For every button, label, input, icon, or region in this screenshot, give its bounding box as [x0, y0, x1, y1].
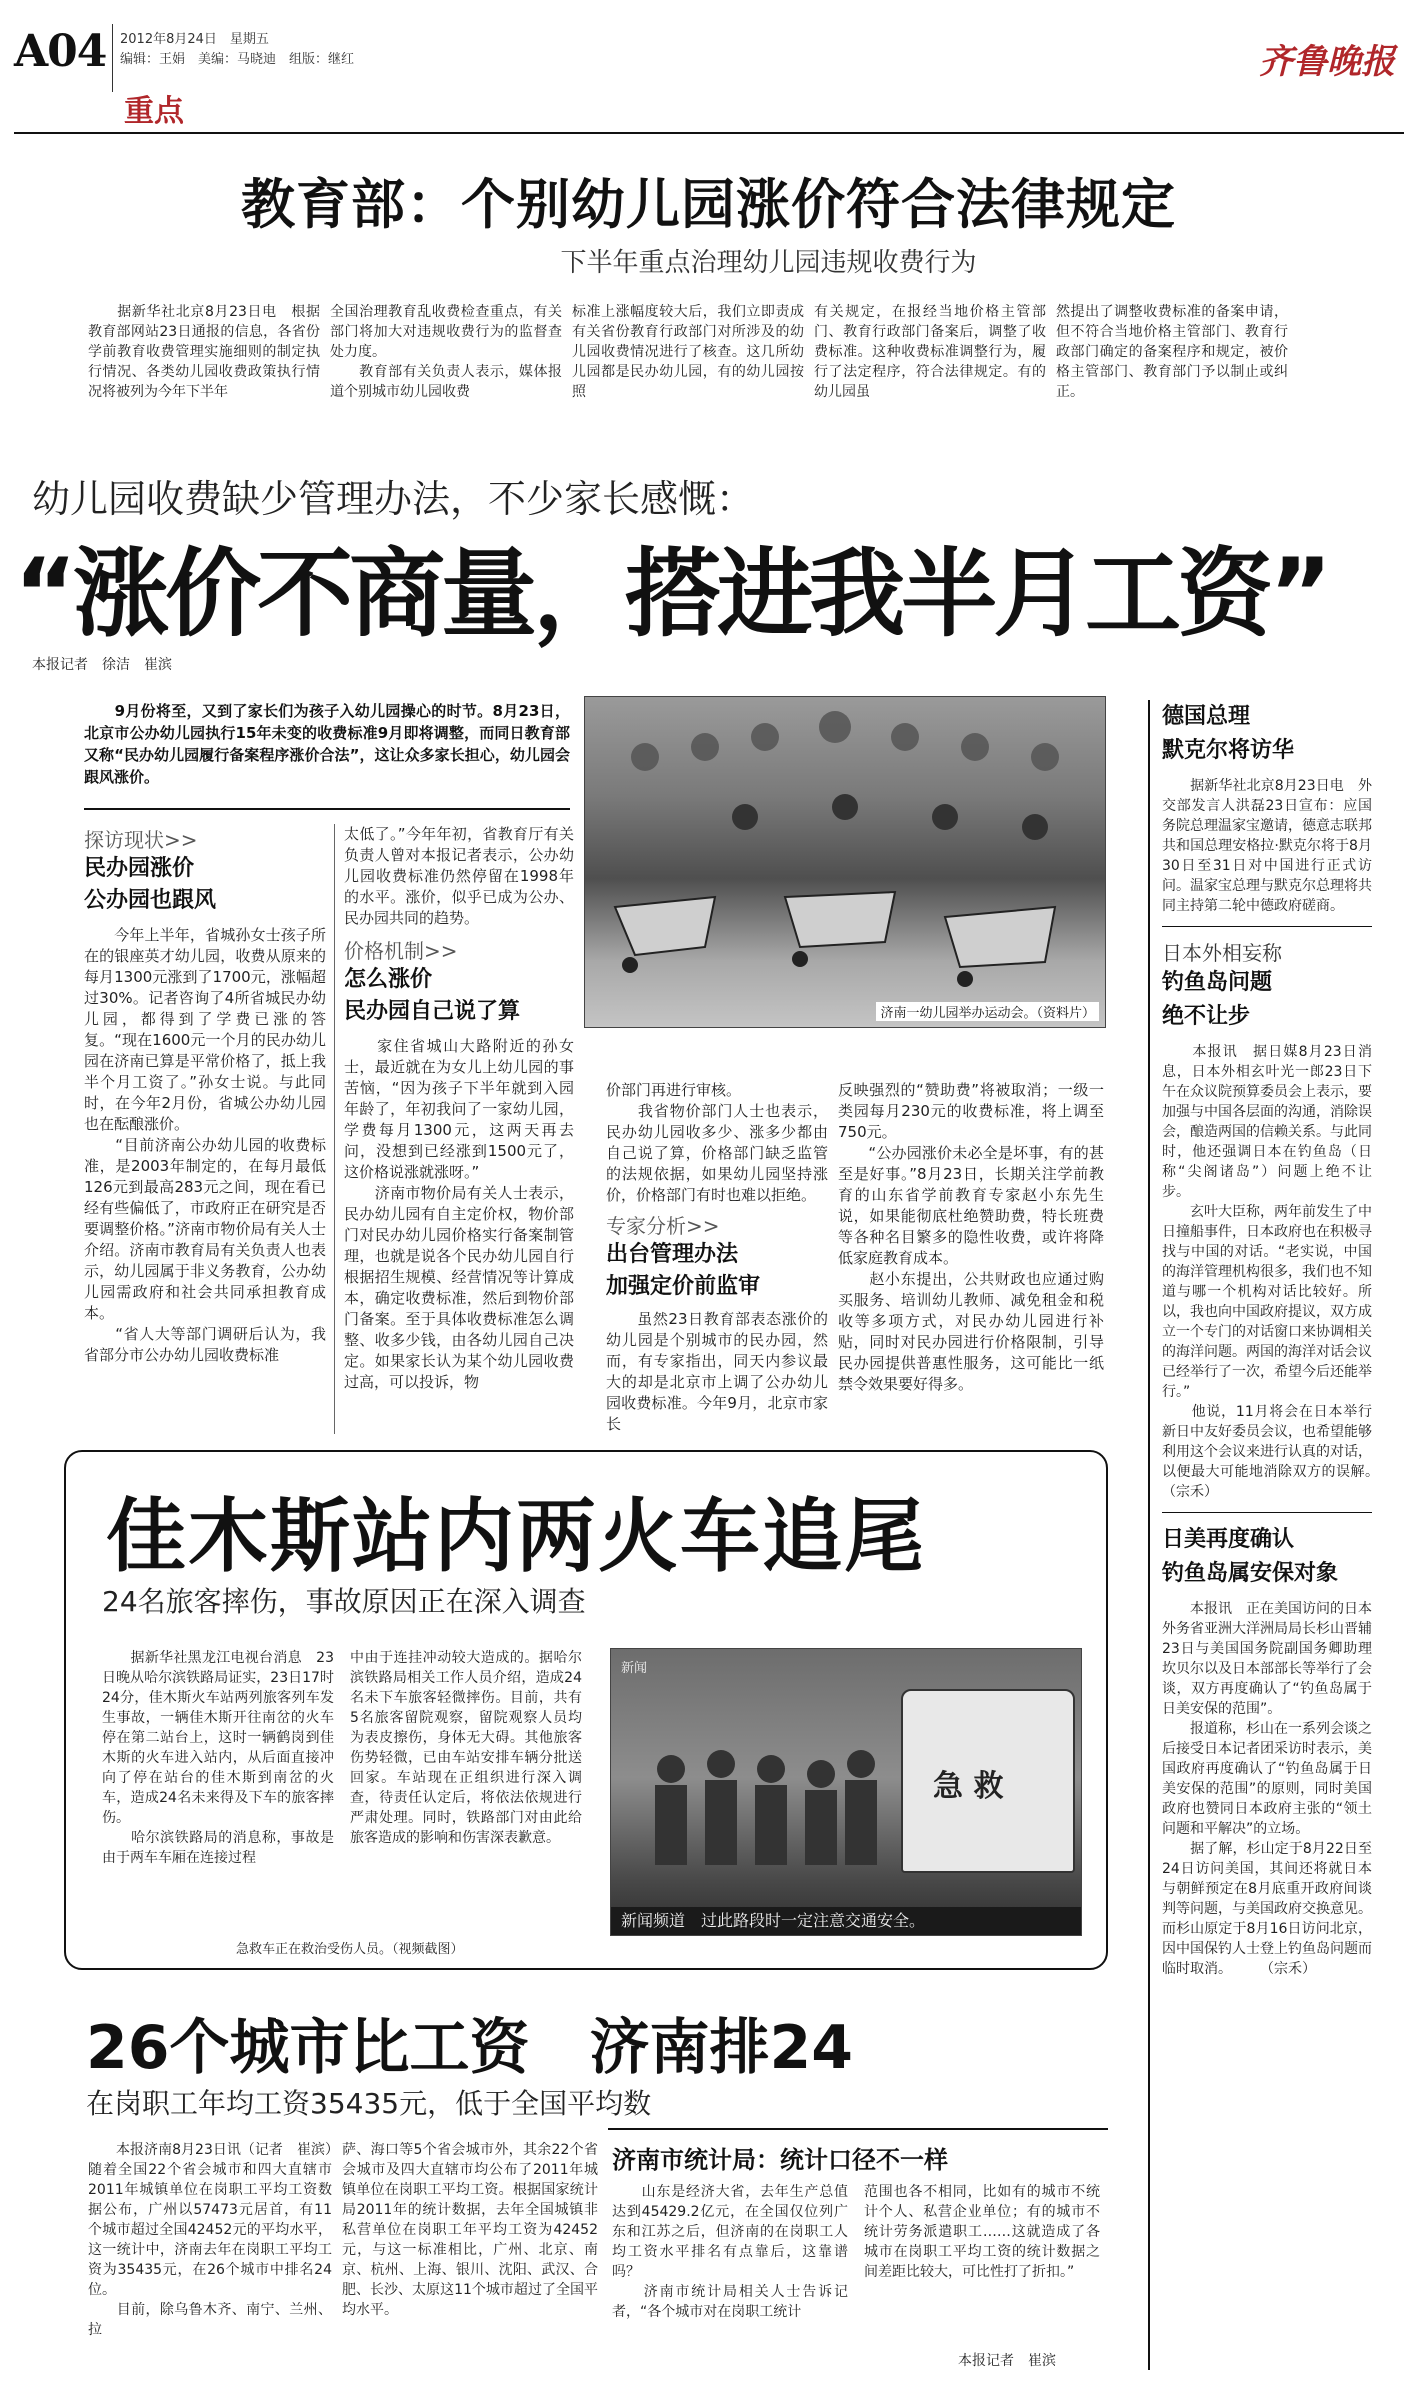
- sidebar-title-2: 钓鱼岛问题 绝不让步: [1162, 970, 1273, 1029]
- article-city-wages: [64, 1990, 1114, 2380]
- box-byline: 本报记者 崔滨: [958, 2353, 1056, 2369]
- article2-kicker: 幼儿园收费缺少管理办法，不少家长感慨：: [32, 477, 755, 521]
- article2-byline: 本报记者 徐洁 崔滨: [32, 657, 172, 673]
- ambulance-graphic: [901, 1689, 1075, 1873]
- article1-col3: 标准上涨幅度较大后，我们立即责成有关省份教育行政部门对所涉及的幼儿园收费情况进行了核查。这几所幼儿园都是民办幼儿园，有的幼儿园按照: [572, 304, 804, 400]
- article2-headline: “涨价不商量，搭进我半月工资”: [14, 538, 1329, 650]
- ambulance-text: 急 救: [933, 1769, 1004, 1804]
- section-title: 重点: [124, 94, 184, 129]
- article1-col5: 然提出了调整收费标准的备案申请，但不符合当地价格主管部门、教育行政部门确定的备案程序和规定，被价格主管部门、教育部门予以制止或纠正。: [1056, 304, 1288, 400]
- video-ticker: 新闻频道 过此路段时一定注意交通安全。: [611, 1907, 1081, 1935]
- section-title-2b: 民办园自己说了算: [344, 999, 521, 1024]
- sidebar-text-3: 本报讯 正在美国访问的日本外务省亚洲大洋洲局局长杉山晋辅23日与美国国务院副国务卿助理坎贝尔以及日本部部长等举行了会谈，双方再度确认了“钓鱼岛属于日美安保的范围”。 报道称，杉山在一系列会谈之后接受日本记者团采访时表示，美国政府再度确认了“钓鱼岛属于日美安保的范围”的原则，同时美国政府也赞同日本政府主张的“领土问题和平解决”的立场。 据了解，杉山定于8月22日至24日访问美国，其间还将就日本与朝鲜预定在8月底重开政府间谈判等问题，与美国政府交换意见。而杉山原定于8月16日访问北京，因中国保钓人士登上钓鱼岛问题而临时取消。 （宗禾）: [1162, 1601, 1372, 1977]
- article2-lead: 9月份将至，又到了家长们为孩子入幼儿园操心的时节。8月23日，北京市公办幼儿园执行15年未变的收费标准9月即将调整，而同日教育部又称“民办幼儿园履行备案程序涨价合法”，这让众多家长担心，幼儿园会跟风涨价。: [84, 702, 570, 786]
- article2-col3: [606, 1080, 828, 1435]
- sidebar-title-3: 日美再度确认 钓鱼岛属安保对象: [1162, 1527, 1339, 1586]
- article2-col1: [84, 824, 326, 1366]
- section-title-3b: 加强定价前监审: [606, 1274, 761, 1299]
- page-number: A04: [14, 26, 107, 77]
- article1-title: 教育部：个别幼儿园涨价符合法律规定: [241, 173, 1176, 236]
- section-label-2: 价格机制>>: [344, 939, 458, 963]
- article3-photo-caption: 急救车正在救治受伤人员。（视频截图）: [236, 1942, 464, 1957]
- article4-col2: 萨、海口等5个省会城市外，其余22个省会城市及四大直辖市均公布了2011年城镇单位在岗职工平均工资。根据国家统计局2011年的统计数据，去年全国城镇非私营单位在岗职工年平均工资为42452元，与这一标准相比，广州、北京、南京、杭州、上海、银川、沈阳、武汉、合肥、长沙、太原这11个城市超过了全国平均水平。: [342, 2142, 598, 2318]
- paper-logo: 齐鲁晚报: [1259, 42, 1395, 82]
- article3-subtitle: 24名旅客摔伤，事故原因正在深入调查: [102, 1585, 586, 1618]
- article4-headline: 26个城市比工资 济南排24: [86, 2013, 853, 2083]
- article2-col2: [344, 824, 574, 1393]
- sidebar-item-merkel: [1162, 700, 1372, 916]
- sidebar-label-2: 日本外相妄称: [1162, 941, 1282, 965]
- article1-col1: 据新华社北京8月23日电 根据教育部网站23日通报的信息，各省份学前教育收费管理实施细则的制定执行情况、各类幼儿园收费政策执行情况将被列为今年下半年: [88, 304, 320, 400]
- article4-col1: 本报济南8月23日讯（记者 崔滨）随着全国22个省会城市和四大直辖市2011年城镇单位在岗职工平均工资数据公布，广州以57473元居首，有11个城市超过全国42452元的平均水平，这一统计中，济南去年在岗职工平均工资为35435元，在26个城市中排名24位。 目前，除乌鲁木齐、南宁、兰州、拉: [88, 2142, 332, 2338]
- sidebar: [1162, 700, 1372, 2370]
- article2-col3b-text: 虽然23日教育部表态涨价的幼儿园是个别城市的民办园，然而，有专家指出，同天内参议最大的却是北京市上调了公办幼儿园收费标准。今年9月，北京市家长: [606, 1310, 828, 1433]
- train-accident-photo: [610, 1648, 1082, 1936]
- sidebar-title-1: 德国总理 默克尔将访华: [1162, 704, 1295, 763]
- article3-headline: 佳木斯站内两火车追尾: [106, 1490, 926, 1583]
- header-date: 2012年8月24日 星期五: [120, 32, 269, 47]
- article2-col1-text: 今年上半年，省城孙女士孩子所在的银座英才幼儿园，收费从原来的每月1300元涨到了1700元，涨幅超过30%。记者咨询了4所省城民办幼儿园，都得到了学费已涨的答复。“现在1600元一个月的民办幼儿园在济南已算是平常价格了，抵上我半个月工资了。”孙女士说。与此同时，在今年2月份，省城公办幼儿园也在酝酿涨价。 “目前济南公办幼儿园的收费标准，是2003年制定的，在每月最低126元到最高283元之间，现在看已经有些偏低了，市政府正在研究是否要调整价格。”济南市物价局有关人士介绍。济南市教育局有关负责人也表示，幼儿园属于非义务教育，公办幼儿园需政府和社会共同承担教育成本。 “省人大等部门调研后认为，我省部分市公办幼儿园收费标准: [84, 926, 326, 1364]
- sidebar-divider: [1148, 700, 1150, 2370]
- kindergarten-photo: [584, 696, 1106, 1028]
- header-rule: [14, 132, 1404, 134]
- sidebar-text-1: 据新华社北京8月23日电 外交部发言人洪磊23日宣布：应国务院总理温家宝邀请，德意志联邦共和国总理安格拉·默克尔将于8月30日至31日对中国进行正式访问。温家宝总理与默克尔总理将共同主持第二轮中德政府磋商。: [1162, 778, 1372, 914]
- box-col1: 山东是经济大省，去年生产总值达到45429.2亿元，在全国仅位列广东和江苏之后，但济南的在岗职工人均工资水平排名有点靠后，这靠谱吗？ 济南市统计局相关人士告诉记者，“各个城市对在岗职工统计: [612, 2184, 848, 2320]
- article3-col2: 中由于连挂冲动较大造成的。据哈尔滨铁路局相关工作人员介绍，造成24名未下车旅客轻微摔伤。目前，共有5名旅客留院观察，留院观察人员均为表皮擦伤，身体无大碍。其他旅客伤势轻微，已由车站安排车辆分批送回家。车站现在正组织进行深入调查，待责任认定后，将依法依规进行严肃处理。同时，铁路部门对由此给旅客造成的影响和伤害深表歉意。: [350, 1650, 582, 1846]
- col-divider: [334, 824, 335, 1434]
- article1-subtitle: 下半年重点治理幼儿园违规收费行为: [560, 248, 977, 278]
- article2-col4: [838, 1080, 1104, 1395]
- box-col2: 范围也各不相同，比如有的城市不统计个人、私营企业单位；有的城市不统计劳务派遣职工……这就造成了各城市在岗职工平均工资的统计数据之间差距比较大，可比性打了折扣。”: [864, 2184, 1100, 2280]
- lead-rule: [84, 808, 570, 810]
- article3-col1: 据新华社黑龙江电视台消息 23日晚从哈尔滨铁路局证实，23日17时24分，佳木斯火车站两列旅客列车发生事故，一辆佳木斯开往南岔的火车停在第二站台上，这时一辆鹤岗到佳木斯的火车进入站内，从后面直接冲向了停在站台的佳木斯到南岔的火车，造成24名未来得及下车的旅客摔伤。 哈尔滨铁路局的消息称，事故是由于两车车厢在连接过程: [102, 1650, 334, 1866]
- section-label-1: 探访现状>>: [84, 828, 198, 852]
- article4-subtitle: 在岗职工年均工资35435元，低于全国平均数: [86, 2087, 652, 2120]
- sidebar-text-2: 本报讯 据日媒8月23日消息，日本外相玄叶光一郎23日下午在众议院预算委员会上表示，要加强与中国各层面的沟通，消除误会，酿造两国的信赖关系。与此同时，他还强调日本在钓鱼岛（日称“尖阁诸岛”）问题上绝不让步。 玄叶大臣称，两年前发生了中日撞船事件，日本政府也在积极寻找与中国的对话。“老实说，中国的海洋管理机构很多，我们也不知道与哪一个机构对话比较好。所以，我也向中国政府提议，双方成立一个专门的对话窗口来协调相关的海洋问题。两国的海洋对话会议已经举行了一次，希望今后还能举行。” 他说，11月将会在日本举行新日中友好委员会议，也希望能够利用这个会议来进行认真的对话，以便最大可能地消除双方的误解。 （宗禾）: [1162, 1044, 1372, 1500]
- header-divider: [112, 24, 113, 92]
- page-header: [0, 0, 1417, 140]
- article1-col4: 有关规定，在报经当地价格主管部门、教育行政部门备案后，调整了收费标准。这种收费标准调整行为，履行了法定程序，符合法律规定。有的幼儿园虽: [814, 304, 1046, 400]
- photo-caption: 济南一幼儿园举办运动会。（资料片）: [876, 1002, 1099, 1021]
- article-education-ministry: [0, 150, 1417, 460]
- article-train-collision: [64, 1450, 1108, 1970]
- header-editors: 编辑：王娟 美编：马晓迪 组版：继红: [120, 52, 355, 67]
- section-title-3a: 出台管理办法: [606, 1242, 739, 1267]
- stats-bureau-box: [608, 2128, 1108, 2376]
- sidebar-item-us-japan: [1162, 1523, 1372, 1979]
- sidebar-rule-2: [1162, 1512, 1372, 1513]
- section-title-2a: 怎么涨价: [344, 967, 433, 992]
- photo-wheelbarrows-graphic: [585, 697, 1105, 1027]
- sidebar-item-japan-fm: [1162, 937, 1372, 1502]
- article1-col2: 全国治理教育乱收费检查重点，有关部门将加大对违规收费行为的监督查处力度。 教育部有关负责人表示，媒体报道个别城市幼儿园收费: [330, 304, 562, 400]
- article2-col2-text: 太低了。”今年年初，省教育厅有关负责人曾对本报记者表示，公办幼儿园收费标准仍然停留在1998年的水平。涨价，似乎已成为公办、民办园共同的趋势。: [344, 825, 574, 927]
- article2-col3-text: 价部门再进行审核。 我省物价部门人士也表示，民办幼儿园收多少、涨多少都由自己说了算，价格部门缺乏监管的法规依据，如果幼儿园坚持涨价，价格部门有时也难以拒绝。: [606, 1081, 828, 1204]
- sidebar-rule-1: [1162, 926, 1372, 927]
- section-label-3: 专家分析>>: [606, 1214, 720, 1238]
- crowd-graphic: [611, 1669, 901, 1909]
- article2-col2b-text: 家住省城山大路附近的孙女士，最近就在为女儿上幼儿园的事苦恼，“因为孩子下半年就到入园年龄了，年初我问了一家幼儿园，学费每月1300元，这两天再去问，没想到已经涨到1500元了，这价格说涨就涨呀。” 济南市物价局有关人士表示，民办幼儿园有自主定价权，物价部门对民办幼儿园价格实行备案制管理，也就是说各个民办幼儿园自行根据招生规模、经营情况等计算成本，确定收费标准，然后到物价部门备案。至于具体收费标准怎么调整、收多少钱，由各幼儿园自己决定。如果家长认为某个幼儿园收费过高，可以投诉，物: [344, 1037, 574, 1391]
- photo-overlay-label: 新闻: [621, 1661, 648, 1676]
- section-title-1b: 公办园也跟风: [84, 888, 217, 913]
- article2-col4-text: 反映强烈的“赞助费”将被取消；一级一类园每月230元的收费标准，将上调至750元。 “公办园涨价未必全是坏事，有的甚至是好事。”8月23日，长期关注学前教育的山东省学前教育专家赵小东先生说，如果能彻底杜绝赞助费，特长班费等各种名目繁多的隐性收费，或许将降低家庭教育成本。 赵小东提出，公共财政也应通过购买服务、培训幼儿教师、减免租金和税收等多项方式，对民办幼儿园进行补贴，同时对民办园进行价格限制，引导民办园提供普惠性服务，这可能比一纸禁令效果要好得多。: [838, 1081, 1104, 1393]
- box-title: 济南市统计局：统计口径不一样: [612, 2146, 948, 2174]
- section-title-1a: 民办园涨价: [84, 856, 195, 881]
